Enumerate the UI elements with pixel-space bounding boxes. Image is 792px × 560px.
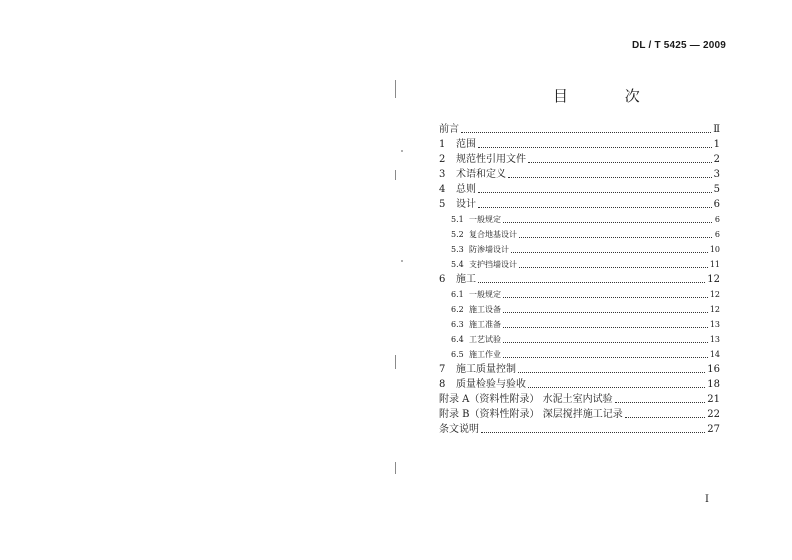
toc-entry-number: 6.1: [451, 290, 464, 299]
toc-entry-number: 2: [439, 154, 446, 165]
toc-entry-number: 6: [439, 274, 446, 285]
toc-entry-label: 规范性引用文件: [456, 154, 526, 165]
toc-entry-page: 16: [707, 364, 720, 375]
toc-entry-page: 13: [709, 335, 720, 344]
dot-leader: [503, 297, 708, 298]
toc-entry-page: 14: [709, 350, 720, 359]
standard-code: DL / T 5425 — 2009: [631, 40, 726, 51]
toc-entry-number: 6.4: [451, 335, 464, 344]
dot-leader: [478, 207, 712, 208]
dot-leader: [478, 192, 712, 193]
toc-entry-label: 前言: [439, 124, 459, 135]
toc-entry-label: 总则: [456, 184, 476, 195]
toc-entry: [439, 227, 720, 242]
toc-entry-number: 5.2: [451, 230, 464, 239]
toc-entry-label: 施工质量控制: [456, 364, 516, 375]
binding-mark: [395, 80, 396, 98]
toc-entry-page: 12: [709, 305, 720, 314]
toc-entry-page: 12: [709, 290, 720, 299]
dot-leader: [478, 282, 705, 283]
toc-entry-number: 6.2: [451, 305, 464, 314]
toc-entry: [439, 317, 720, 332]
toc-entry: [439, 287, 720, 302]
dot-leader: [528, 387, 705, 388]
table-of-contents: [439, 122, 720, 437]
toc-entry: [439, 212, 720, 227]
toc-entry-label: 施工准备: [469, 320, 501, 329]
toc-entry-page: 10: [709, 245, 720, 254]
toc-entry-page: 6: [713, 199, 720, 210]
toc-entry-label: 施工作业: [469, 350, 501, 359]
dot-leader: [625, 417, 706, 418]
dot-leader: [518, 372, 705, 373]
toc-entry-label: 附录 A（资料性附录） 水泥土室内试验: [439, 394, 613, 405]
toc-entry: [439, 377, 720, 392]
toc-entry-page: 11: [709, 260, 720, 269]
toc-entry: [439, 197, 720, 212]
toc-entry: [439, 302, 720, 317]
toc-entry-number: 5.4: [451, 260, 464, 269]
toc-entry-number: 6.5: [451, 350, 464, 359]
toc-entry-page: 6: [714, 230, 720, 239]
toc-entry-page: 12: [707, 274, 720, 285]
toc-entry-page: 18: [707, 379, 720, 390]
dot-leader: [503, 327, 708, 328]
toc-entry-label: 术语和定义: [456, 169, 506, 180]
scan-artifact: [401, 150, 403, 152]
toc-entry-number: 6.3: [451, 320, 464, 329]
dot-leader: [478, 147, 712, 148]
toc-entry-label: 范围: [456, 139, 476, 150]
toc-entry-label: 一般规定: [469, 290, 501, 299]
toc-entry: [439, 362, 720, 377]
toc-entry-number: 5.3: [451, 245, 464, 254]
toc-entry: [439, 392, 720, 407]
toc-entry-page: 1: [713, 139, 720, 150]
dot-leader: [615, 402, 706, 403]
dot-leader: [481, 432, 705, 433]
toc-title: 目 次: [553, 87, 666, 105]
dot-leader: [503, 342, 708, 343]
toc-entry-page: 21: [707, 394, 720, 405]
dot-leader: [503, 312, 708, 313]
toc-entry: [439, 122, 720, 137]
dot-leader: [519, 237, 712, 238]
toc-entry-page: 27: [707, 424, 720, 435]
toc-entry: [439, 347, 720, 362]
dot-leader: [461, 132, 711, 133]
toc-entry-number: 4: [439, 184, 446, 195]
toc-entry-page: 13: [709, 320, 720, 329]
toc-entry: [439, 407, 720, 422]
dot-leader: [519, 267, 708, 268]
toc-entry-label: 设计: [456, 199, 476, 210]
scan-artifact: [401, 260, 403, 262]
toc-entry-page: 6: [714, 215, 720, 224]
page-number: I: [705, 494, 709, 505]
toc-entry: [439, 137, 720, 152]
toc-entry-number: 3: [439, 169, 446, 180]
toc-entry-number: 1: [439, 139, 446, 150]
toc-entry-page: 5: [713, 184, 720, 195]
dot-leader: [503, 222, 712, 223]
toc-entry-label: 施工: [456, 274, 476, 285]
toc-entry-label: 施工设备: [469, 305, 501, 314]
toc-entry-page: Ⅱ: [713, 124, 720, 135]
binding-mark: [395, 355, 396, 369]
toc-entry-number: 8: [439, 379, 446, 390]
toc-entry: [439, 152, 720, 167]
toc-entry-number: 7: [439, 364, 446, 375]
toc-entry: [439, 242, 720, 257]
toc-entry: [439, 332, 720, 347]
toc-entry-number: 5: [439, 199, 446, 210]
toc-entry: [439, 272, 720, 287]
dot-leader: [528, 162, 712, 163]
toc-entry: [439, 167, 720, 182]
toc-entry-label: 工艺试验: [469, 335, 501, 344]
dot-leader: [503, 357, 708, 358]
binding-mark: [395, 462, 396, 474]
toc-entry-page: 3: [713, 169, 720, 180]
toc-entry: [439, 422, 720, 437]
toc-entry-label: 防渗墙设计: [469, 245, 509, 254]
toc-entry-label: 支护挡墙设计: [469, 260, 517, 269]
toc-entry-label: 质量检验与验收: [456, 379, 526, 390]
toc-entry-label: 复合地基设计: [469, 230, 517, 239]
toc-entry-number: 5.1: [451, 215, 464, 224]
binding-mark: [395, 170, 396, 180]
toc-entry: [439, 182, 720, 197]
toc-entry-page: 2: [713, 154, 720, 165]
toc-entry-page: 22: [707, 409, 720, 420]
toc-entry: [439, 257, 720, 272]
toc-entry-label: 条文说明: [439, 424, 479, 435]
toc-entry-label: 一般规定: [469, 215, 501, 224]
toc-entry-label: 附录 B（资料性附录） 深层搅拌施工记录: [439, 409, 623, 420]
dot-leader: [508, 177, 712, 178]
dot-leader: [511, 252, 708, 253]
